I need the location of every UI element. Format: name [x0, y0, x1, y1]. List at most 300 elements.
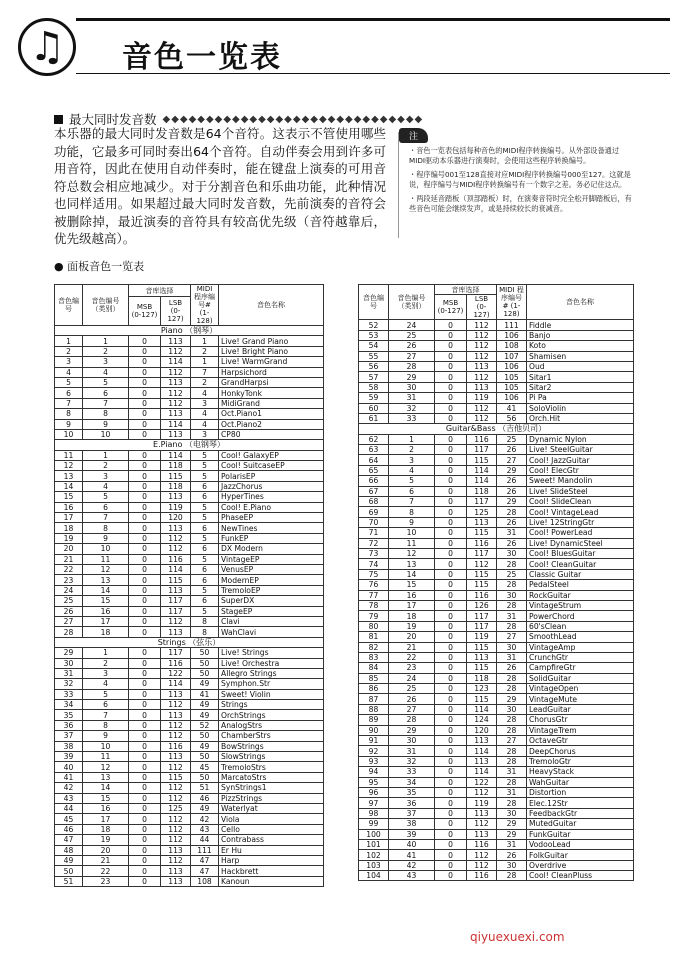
lsb-cell: 116	[161, 658, 191, 668]
msb-cell: 0	[129, 855, 161, 865]
lsb-cell: 118	[467, 673, 497, 683]
bank-no-cell: 32	[389, 756, 435, 766]
msb-cell: 0	[129, 596, 161, 606]
table-row	[359, 746, 634, 756]
voice-no-cell: 6	[55, 388, 83, 398]
table-row	[55, 803, 324, 813]
midi-cell: 28	[497, 600, 527, 610]
table-row	[55, 845, 324, 855]
voice-no-cell: 3	[55, 357, 83, 367]
lsb-cell: 117	[467, 497, 497, 507]
table-row	[55, 679, 324, 689]
voice-no-cell: 30	[55, 658, 83, 668]
voice-no-cell: 24	[55, 585, 83, 595]
voice-no-cell: 41	[55, 772, 83, 782]
voice-name-cell: GrandHarpsi	[219, 377, 324, 387]
table-row	[359, 725, 634, 735]
lsb-cell: 112	[161, 855, 191, 865]
bank-no-cell: 34	[389, 777, 435, 787]
bank-no-cell: 14	[389, 569, 435, 579]
msb-cell: 0	[129, 866, 161, 876]
voice-no-cell: 22	[55, 564, 83, 574]
lsb-cell: 112	[161, 388, 191, 398]
msb-cell: 0	[435, 569, 467, 579]
table-row	[359, 455, 634, 465]
midi-cell: 30	[497, 808, 527, 818]
bank-no-cell: 19	[389, 621, 435, 631]
voice-no-cell: 74	[359, 559, 389, 569]
midi-cell: 6	[191, 492, 219, 502]
lsb-cell: 114	[467, 476, 497, 486]
msb-cell: 0	[435, 694, 467, 704]
voice-name-cell: VintageStrum	[527, 600, 634, 610]
voice-no-cell: 20	[55, 544, 83, 554]
voice-name-cell: PowerChord	[527, 611, 634, 621]
table-row	[359, 341, 634, 351]
page-header	[18, 18, 670, 78]
table-row	[55, 575, 324, 585]
voice-no-cell: 90	[359, 725, 389, 735]
table-row	[359, 600, 634, 610]
msb-cell: 0	[129, 409, 161, 419]
table-row	[55, 627, 324, 637]
bank-no-cell: 7	[83, 398, 129, 408]
midi-cell: 49	[191, 803, 219, 813]
midi-cell: 108	[191, 876, 219, 886]
voice-no-cell: 13	[55, 471, 83, 481]
bank-no-cell: 12	[83, 564, 129, 574]
msb-cell: 0	[435, 528, 467, 538]
midi-cell: 5	[191, 471, 219, 481]
midi-cell: 47	[191, 855, 219, 865]
voice-name-cell: WahGuitar	[527, 777, 634, 787]
table-row	[55, 481, 324, 491]
voice-name-cell: MarcatoStrs	[219, 772, 324, 782]
msb-cell: 0	[435, 871, 467, 881]
table-row	[359, 642, 634, 652]
table-row	[55, 835, 324, 845]
bank-no-cell: 17	[389, 600, 435, 610]
voice-table-right	[358, 284, 634, 881]
msb-cell: 0	[129, 502, 161, 512]
msb-cell: 0	[129, 627, 161, 637]
bank-no-cell: 6	[83, 700, 129, 710]
lsb-cell: 118	[161, 461, 191, 471]
midi-cell: 28	[497, 871, 527, 881]
tip-items	[409, 146, 635, 218]
lsb-cell: 112	[161, 346, 191, 356]
msb-cell: 0	[435, 465, 467, 475]
msb-cell: 0	[435, 829, 467, 839]
table-row	[359, 621, 634, 631]
table-row	[55, 866, 324, 876]
msb-cell: 0	[129, 481, 161, 491]
midi-cell: 56	[497, 413, 527, 423]
msb-cell: 0	[435, 590, 467, 600]
voice-name-cell: Overdrive	[527, 860, 634, 870]
voice-name-cell: Dynamic Nylon	[527, 434, 634, 444]
bank-no-cell: 7	[83, 513, 129, 523]
bank-no-cell: 24	[389, 320, 435, 330]
voice-no-cell: 81	[359, 632, 389, 642]
bank-no-cell: 27	[389, 351, 435, 361]
table-row	[55, 419, 324, 429]
voice-name-cell: BowStrings	[219, 741, 324, 751]
lsb-cell: 119	[161, 502, 191, 512]
table-row	[359, 590, 634, 600]
msb-cell: 0	[435, 351, 467, 361]
voice-name-cell: Viola	[219, 814, 324, 824]
voice-no-cell: 34	[55, 700, 83, 710]
msb-cell: 0	[129, 471, 161, 481]
table-row	[55, 668, 324, 678]
midi-cell: 41	[497, 403, 527, 413]
msb-cell: 0	[435, 798, 467, 808]
bank-no-cell: 5	[83, 377, 129, 387]
bank-no-cell: 16	[83, 606, 129, 616]
bank-no-cell: 9	[83, 419, 129, 429]
voice-no-cell: 84	[359, 663, 389, 673]
bank-no-cell: 38	[389, 819, 435, 829]
table-row	[55, 741, 324, 751]
voice-name-cell: Cool! GalaxyEP	[219, 450, 324, 460]
midi-cell: 28	[497, 746, 527, 756]
bank-no-cell: 20	[389, 632, 435, 642]
voice-no-cell: 94	[359, 767, 389, 777]
msb-cell: 0	[435, 341, 467, 351]
midi-cell: 31	[497, 652, 527, 662]
midi-cell: 28	[497, 673, 527, 683]
lsb-cell: 116	[467, 590, 497, 600]
lsb-cell: 112	[467, 320, 497, 330]
voice-name-cell: RockGuitar	[527, 590, 634, 600]
lsb-cell: 119	[467, 632, 497, 642]
lsb-cell: 112	[161, 814, 191, 824]
table-row	[359, 507, 634, 517]
table-row	[359, 569, 634, 579]
voice-no-cell: 69	[359, 507, 389, 517]
msb-cell: 0	[129, 533, 161, 543]
table-row	[55, 357, 324, 367]
voice-no-cell: 71	[359, 528, 389, 538]
category-label: Piano （钢琴）	[55, 326, 324, 336]
table-row	[55, 710, 324, 720]
tip-box	[398, 132, 637, 238]
lsb-cell: 115	[467, 694, 497, 704]
table-row	[359, 777, 634, 787]
voice-no-cell: 10	[55, 429, 83, 439]
midi-cell: 43	[191, 824, 219, 834]
midi-cell: 105	[497, 372, 527, 382]
msb-cell: 0	[129, 450, 161, 460]
voice-no-cell: 7	[55, 398, 83, 408]
voice-name-cell: Hackbrett	[219, 866, 324, 876]
voice-name-cell: Er Hu	[219, 845, 324, 855]
midi-cell: 28	[497, 559, 527, 569]
voice-name-cell: CrunchGtr	[527, 652, 634, 662]
msb-cell: 0	[129, 648, 161, 658]
voice-no-cell: 103	[359, 860, 389, 870]
lsb-cell: 113	[161, 523, 191, 533]
bank-no-cell: 11	[389, 538, 435, 548]
bank-no-cell: 26	[389, 341, 435, 351]
voice-no-cell: 29	[55, 648, 83, 658]
voice-no-cell: 4	[55, 367, 83, 377]
voice-no-cell: 63	[359, 445, 389, 455]
table-row	[359, 663, 634, 673]
bank-no-cell: 31	[389, 393, 435, 403]
midi-cell: 2	[191, 346, 219, 356]
bank-no-cell: 3	[389, 455, 435, 465]
bank-no-cell: 29	[389, 725, 435, 735]
bank-no-cell: 31	[389, 746, 435, 756]
bank-no-cell: 3	[83, 471, 129, 481]
voice-name-cell: HyperTines	[219, 492, 324, 502]
midi-cell: 5	[191, 554, 219, 564]
voice-no-cell: 60	[359, 403, 389, 413]
voice-name-cell: Cool! JazzGuitar	[527, 455, 634, 465]
col-name: 音色名称	[219, 285, 324, 326]
voice-name-cell: DeepChorus	[527, 746, 634, 756]
voice-no-cell: 25	[55, 596, 83, 606]
voice-name-cell: TremoloEP	[219, 585, 324, 595]
midi-cell: 42	[191, 814, 219, 824]
midi-cell: 47	[191, 866, 219, 876]
voice-name-cell: VintageTrem	[527, 725, 634, 735]
bank-no-cell: 9	[83, 731, 129, 741]
midi-cell: 106	[497, 361, 527, 371]
midi-cell: 41	[191, 689, 219, 699]
msb-cell: 0	[435, 559, 467, 569]
bank-no-cell: 21	[83, 855, 129, 865]
lsb-cell: 115	[467, 569, 497, 579]
voice-no-cell: 58	[359, 382, 389, 392]
voice-no-cell: 73	[359, 548, 389, 558]
voice-no-cell: 33	[55, 689, 83, 699]
lsb-cell: 112	[161, 762, 191, 772]
table-row	[359, 839, 634, 849]
voice-name-cell: TremoloGtr	[527, 756, 634, 766]
midi-cell: 5	[191, 533, 219, 543]
voice-no-cell: 47	[55, 835, 83, 845]
msb-cell: 0	[435, 361, 467, 371]
voice-no-cell: 56	[359, 361, 389, 371]
voice-no-cell: 64	[359, 455, 389, 465]
msb-cell: 0	[435, 320, 467, 330]
msb-cell: 0	[435, 756, 467, 766]
lsb-cell: 113	[161, 409, 191, 419]
msb-cell: 0	[435, 704, 467, 714]
lsb-cell: 119	[467, 393, 497, 403]
voice-name-cell: VintageMute	[527, 694, 634, 704]
msb-cell: 0	[435, 673, 467, 683]
lsb-cell: 112	[161, 835, 191, 845]
bank-no-cell: 8	[83, 523, 129, 533]
voice-name-cell: Oud	[527, 361, 634, 371]
midi-cell: 111	[497, 320, 527, 330]
voice-name-cell: Live! SlideSteel	[527, 486, 634, 496]
lsb-cell: 115	[467, 642, 497, 652]
voice-name-cell: JazzChorus	[219, 481, 324, 491]
table-row	[359, 819, 634, 829]
voice-no-cell: 18	[55, 523, 83, 533]
midi-cell: 1	[191, 357, 219, 367]
voice-name-cell: Live! Grand Piano	[219, 336, 324, 346]
table-row	[55, 502, 324, 512]
midi-cell: 28	[497, 715, 527, 725]
bank-no-cell: 37	[389, 808, 435, 818]
lsb-cell: 114	[161, 450, 191, 460]
lsb-cell: 116	[161, 554, 191, 564]
msb-cell: 0	[435, 580, 467, 590]
midi-cell: 46	[191, 793, 219, 803]
msb-cell: 0	[129, 824, 161, 834]
bank-no-cell: 14	[83, 585, 129, 595]
voice-name-cell: Sweet! Mandolin	[527, 476, 634, 486]
bank-no-cell: 2	[83, 658, 129, 668]
bank-no-cell: 30	[389, 382, 435, 392]
voice-no-cell: 31	[55, 668, 83, 678]
lsb-cell: 117	[467, 611, 497, 621]
msb-cell: 0	[129, 544, 161, 554]
lsb-cell: 112	[467, 413, 497, 423]
table-row	[359, 393, 634, 403]
voice-name-cell: Cool! VintageLead	[527, 507, 634, 517]
lsb-cell: 117	[467, 548, 497, 558]
msb-cell: 0	[129, 720, 161, 730]
msb-cell: 0	[129, 668, 161, 678]
table-row	[55, 513, 324, 523]
category-label: Strings （弦乐）	[55, 637, 324, 647]
bank-no-cell: 15	[83, 793, 129, 803]
midi-cell: 27	[497, 632, 527, 642]
voice-no-cell: 68	[359, 497, 389, 507]
midi-cell: 31	[497, 767, 527, 777]
bank-no-cell: 42	[389, 860, 435, 870]
msb-cell: 0	[129, 492, 161, 502]
msb-cell: 0	[129, 606, 161, 616]
lsb-cell: 117	[161, 596, 191, 606]
lsb-cell: 114	[161, 679, 191, 689]
bank-no-cell: 4	[389, 465, 435, 475]
table-row	[359, 559, 634, 569]
msb-cell: 0	[435, 715, 467, 725]
voice-name-cell: OrchStrings	[219, 710, 324, 720]
voice-no-cell: 82	[359, 642, 389, 652]
table-row	[55, 793, 324, 803]
msb-cell: 0	[129, 429, 161, 439]
bank-no-cell: 18	[389, 611, 435, 621]
bank-no-cell: 23	[83, 876, 129, 886]
table-row	[55, 336, 324, 346]
voice-name-cell: Cool! SuitcaseEP	[219, 461, 324, 471]
bank-no-cell: 20	[83, 845, 129, 855]
table-row	[359, 694, 634, 704]
voice-name-cell: Kanoun	[219, 876, 324, 886]
voice-no-cell: 89	[359, 715, 389, 725]
voice-no-cell: 8	[55, 409, 83, 419]
lsb-cell: 112	[467, 330, 497, 340]
lsb-cell: 120	[467, 725, 497, 735]
voice-name-cell: Harpsichord	[219, 367, 324, 377]
msb-cell: 0	[435, 382, 467, 392]
midi-cell: 5	[191, 461, 219, 471]
lsb-cell: 113	[467, 808, 497, 818]
table-row	[55, 564, 324, 574]
midi-cell: 4	[191, 388, 219, 398]
lsb-cell: 122	[467, 777, 497, 787]
voice-name-cell: NewTines	[219, 523, 324, 533]
bank-no-cell: 8	[83, 409, 129, 419]
voice-name-cell: Sitar2	[527, 382, 634, 392]
bank-no-cell: 10	[83, 429, 129, 439]
category-row	[359, 424, 634, 434]
lsb-cell: 113	[161, 336, 191, 346]
voice-no-cell: 2	[55, 346, 83, 356]
midi-cell: 50	[191, 658, 219, 668]
voice-name-cell: WahClavi	[219, 627, 324, 637]
voice-name-cell: Sitar1	[527, 372, 634, 382]
msb-cell: 0	[129, 357, 161, 367]
voice-no-cell: 86	[359, 684, 389, 694]
lsb-cell: 112	[161, 544, 191, 554]
msb-cell: 0	[435, 330, 467, 340]
bank-no-cell: 6	[389, 486, 435, 496]
midi-cell: 8	[191, 627, 219, 637]
table-row	[55, 596, 324, 606]
tip-item: ・程序编号001至128直接对应MIDI程序转换编号000至127。这就是说，程序编号与MIDI程序转换编号有一个数字之差。务必记住这点。	[409, 170, 631, 189]
voice-no-cell: 50	[55, 866, 83, 876]
lsb-cell: 119	[467, 798, 497, 808]
msb-cell: 0	[129, 367, 161, 377]
msb-cell: 0	[129, 731, 161, 741]
voice-name-cell: Elec.12Str	[527, 798, 634, 808]
col-bank-no: 音色编号（类别）	[389, 285, 435, 320]
midi-cell: 26	[497, 663, 527, 673]
bank-no-cell: 8	[389, 507, 435, 517]
voice-no-cell: 53	[359, 330, 389, 340]
table-row	[359, 330, 634, 340]
voice-name-cell: LeadGuitar	[527, 704, 634, 714]
midi-cell: 28	[497, 725, 527, 735]
bank-no-cell: 36	[389, 798, 435, 808]
voice-name-cell: Live! 12StringGtr	[527, 517, 634, 527]
voice-no-cell: 28	[55, 627, 83, 637]
msb-cell: 0	[435, 808, 467, 818]
voice-no-cell: 95	[359, 777, 389, 787]
voice-name-cell: PizzStrings	[219, 793, 324, 803]
tip-item: ・音色一览表包括每种音色的MIDI程序转换编号。从外部设备通过MIDI驱动本乐器进行演奏时，会使用这些程序转换编号。	[409, 146, 620, 165]
midi-cell: 31	[497, 839, 527, 849]
voice-name-cell: ModernEP	[219, 575, 324, 585]
bank-no-cell: 11	[83, 554, 129, 564]
midi-cell: 31	[497, 611, 527, 621]
bank-no-cell: 24	[389, 673, 435, 683]
lsb-cell: 125	[161, 803, 191, 813]
lsb-cell: 116	[467, 538, 497, 548]
bank-no-cell: 1	[83, 336, 129, 346]
voice-no-cell: 98	[359, 808, 389, 818]
table-row	[359, 580, 634, 590]
lsb-cell: 116	[467, 434, 497, 444]
table-row	[55, 367, 324, 377]
voice-no-cell: 80	[359, 621, 389, 631]
voice-name-cell: HeavyStack	[527, 767, 634, 777]
table-row	[55, 720, 324, 730]
msb-cell: 0	[435, 445, 467, 455]
table-row	[55, 700, 324, 710]
voice-no-cell: 32	[55, 679, 83, 689]
